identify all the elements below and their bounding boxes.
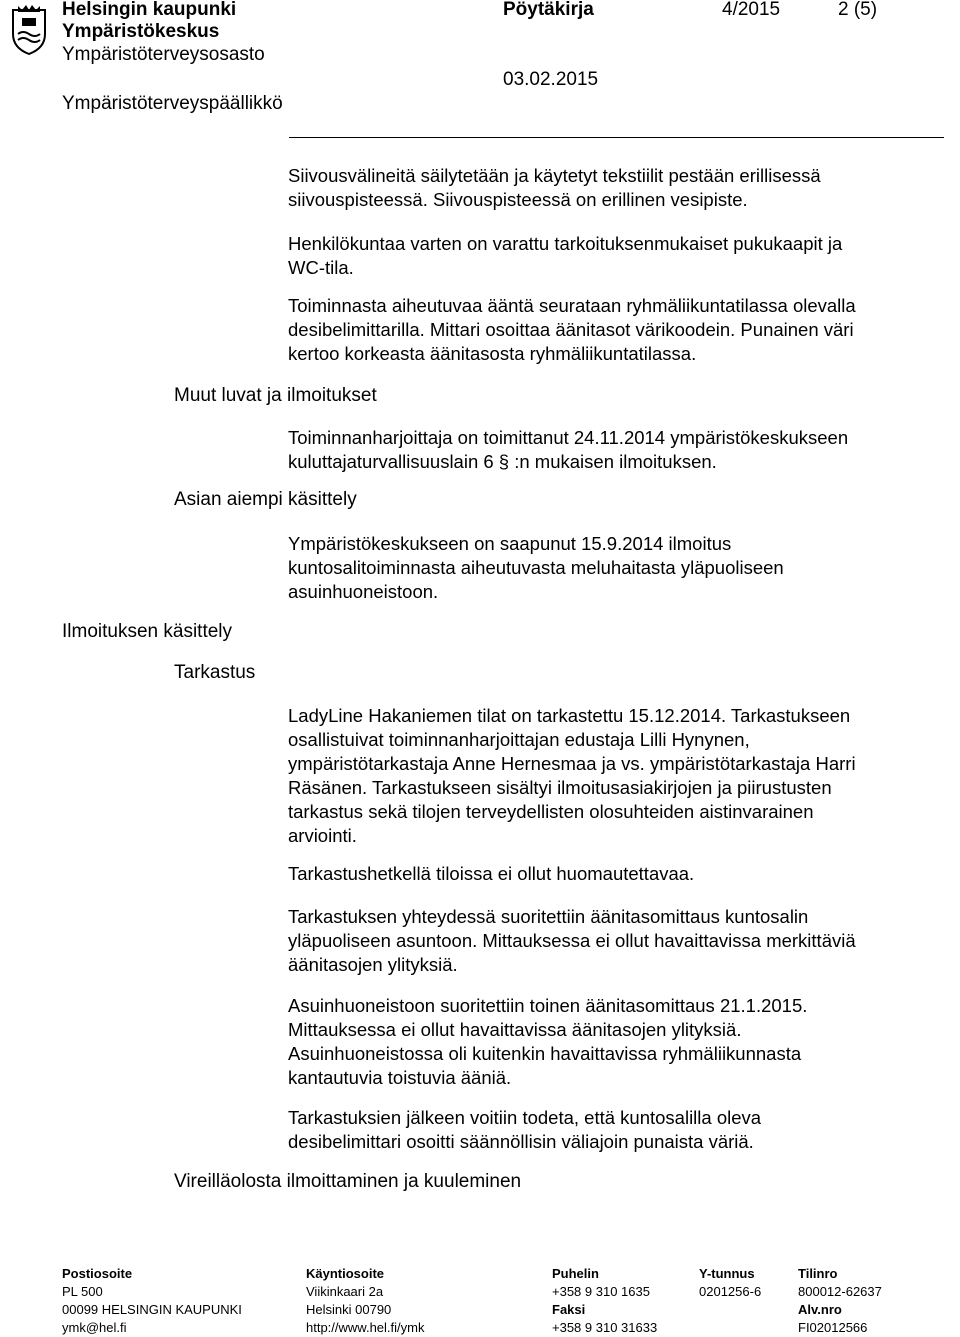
paragraph-henkilokunta: Henkilökuntaa varten on varattu tarkoituksenmukaiset pukukaapit ja WC-tila. bbox=[288, 233, 843, 278]
paragraph-desibelimittari: Tarkastuksien jälkeen voitiin todeta, että kuntosalilla oleva desibelimittari osoitti säännöllisin väliajoin punaista väriä. bbox=[288, 1107, 762, 1152]
footer-puhelin: Puhelin +358 9 310 1635 Faksi +358 9 310 31633 bbox=[552, 1266, 658, 1335]
paragraph-aani-seuranta: Toiminnasta aiheutuvaa ääntä seurataan ryhmäliikuntatilassa olevalla desibelimittarilla. Mittari osoittaa äänitasot värikoodein. Punainen väri kertoo korkeasta äänitasosta ryhmäliikuntatilassa. bbox=[288, 295, 856, 364]
footer-ytunnus: Y-tunnus 0201256-6 bbox=[699, 1266, 762, 1299]
paragraph-tarkastus: LadyLine Hakaniemen tilat on tarkastettu 15.12.2014. Tarkastukseen osallistuivat toiminnanharjoittajan edustaja Lilli Hynynen, ympäristötarkastaja Anne Hernesmaa ja vs. ympäristötarkastaja Harri Räsänen. Tarkastukseen sisältyi ilmoitusasiakirjojen ja piirustusten tarkastus sekä tilojen terveydellisten olosuhteiden aistinvarainen arviointi. bbox=[288, 705, 856, 846]
section-muut-luvat: Muut luvat ja ilmoitukset bbox=[174, 385, 377, 406]
paragraph-siivous: Siivousvälineitä säilytetään ja käytetyt tekstiilit pestään erillisessä siivouspisteessä. Siivouspisteessä on erillinen vesipiste. bbox=[288, 165, 821, 210]
paragraph-ei-huomautettavaa: Tarkastushetkellä tiloissa ei ollut huomautettavaa. bbox=[288, 863, 695, 884]
section-tarkastus: Tarkastus bbox=[174, 662, 256, 683]
org-name: Helsingin kaupunki bbox=[62, 0, 237, 20]
helsinki-crest-icon bbox=[10, 4, 48, 56]
department-name: Ympäristökeskus bbox=[62, 21, 220, 42]
page-number: 2 (5) bbox=[838, 0, 878, 20]
subdepartment-name: Ympäristöterveysosasto bbox=[62, 44, 265, 65]
section-asian-aiempi-kasittely: Asian aiempi käsittely bbox=[174, 489, 357, 510]
paragraph-ilmoitus-toimitettu: Toiminnanharjoittaja on toimittanut 24.11.2014 ympäristökeskukseen kuluttajaturvallisuuslain 6 § :n mukaisen ilmoituksen. bbox=[288, 427, 849, 472]
paragraph-aanitasomittaus-1: Tarkastuksen yhteydessä suoritettiin äänitasomittaus kuntosalin yläpuoliseen asuntoon. Mittauksessa ei ollut havaittavissa merkittäviä äänitasojen ylityksiä. bbox=[288, 906, 856, 975]
official-title: Ympäristöterveyspäällikkö bbox=[62, 93, 283, 114]
section-ilmoituksen-kasittely: Ilmoituksen käsittely bbox=[62, 621, 233, 642]
section-vireillaolo: Vireilläolosta ilmoittaminen ja kuuleminen bbox=[174, 1171, 522, 1192]
document-number: 4/2015 bbox=[722, 0, 781, 20]
document-date: 03.02.2015 bbox=[503, 69, 599, 90]
paragraph-meluilmoitus: Ympäristökeskukseen on saapunut 15.9.2014 ilmoitus kuntosalitoiminnasta aiheutuvasta meluhaitasta yläpuoliseen asuinhuoneistoon. bbox=[288, 533, 784, 602]
header-divider bbox=[289, 137, 944, 138]
paragraph-aanitasomittaus-2: Asuinhuoneistoon suoritettiin toinen äänitasomittaus 21.1.2015. Mittauksessa ei ollut havaittavissa äänitasojen ylityksiä. Asuinhuoneistossa oli kuitenkin havaittavissa ryhmäliikunnasta kantautuvia toistuvia ääniä. bbox=[288, 995, 808, 1088]
document-type: Pöytäkirja bbox=[503, 0, 594, 20]
footer-tilinro: Tilinro 800012-62637 Alv.nro FI02012566 bbox=[798, 1266, 882, 1335]
footer-postiosoite: Postiosoite PL 500 00099 HELSINGIN KAUPUNKI ymk@hel.fi bbox=[62, 1266, 242, 1335]
footer-kayntiosoite: Käyntiosoite Viikinkaari 2a Helsinki 00790 http://www.hel.fi/ymk bbox=[306, 1266, 425, 1335]
